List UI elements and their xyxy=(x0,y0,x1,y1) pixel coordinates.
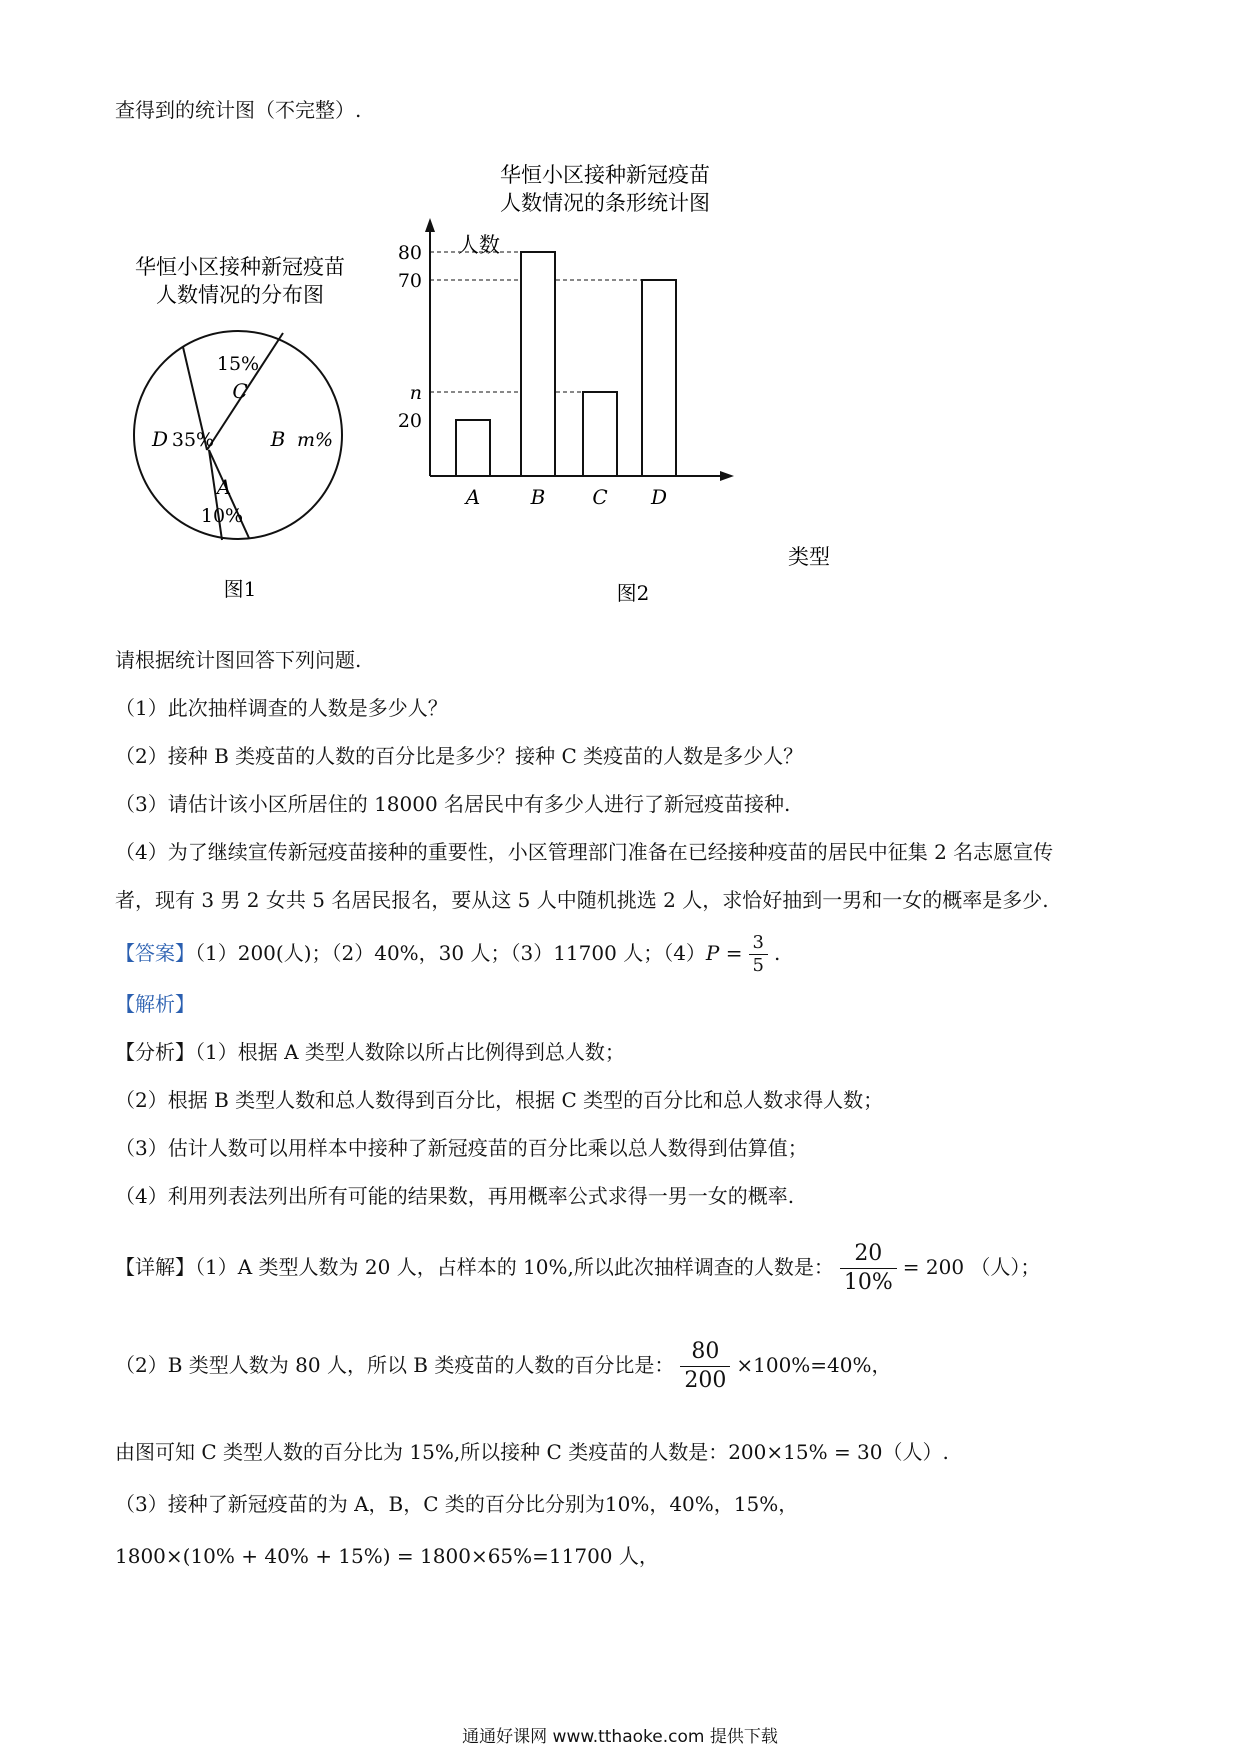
analysis-tag: 【解析】 xyxy=(115,992,195,1016)
detail-1 xyxy=(115,1240,1040,1297)
pie-figure xyxy=(110,250,370,610)
pie-label-b: B xyxy=(270,427,286,451)
question-4-line1: （4）为了继续宣传新冠疫苗接种的重要性，小区管理部门准备在已经接种疫苗的居民中征集 2 名志愿宣传 xyxy=(115,840,1054,864)
bar-category-c: C xyxy=(592,485,608,509)
answer-body: （1）200(人)；（2）40%，30 人；（3）11700 人；（4） xyxy=(195,941,706,965)
detail-2-denominator: 200 xyxy=(684,1368,727,1393)
fenxi-3: （3）估计人数可以用样本中接种了新冠疫苗的百分比乘以总人数得到估算值； xyxy=(115,1136,808,1160)
detail-5: 1800×(10% + 40% + 15%) = 1800×65%=11700 人， xyxy=(115,1544,659,1568)
detail-2 xyxy=(115,1338,892,1395)
pie-caption: 图1 xyxy=(223,577,257,601)
pie-label-d-value: 35% xyxy=(171,429,215,451)
bar-figure xyxy=(397,160,850,610)
bar-tick-70: 70 xyxy=(397,270,422,292)
fenxi-2: （2）根据 B 类型人数和总人数得到百分比，根据 C 类型的百分比和总人数求得人数； xyxy=(115,1088,884,1112)
detail-4: （3）接种了新冠疫苗的为 A，B，C 类的百分比分别为10%，40%，15%， xyxy=(115,1492,799,1516)
pie-label-c-value: 15% xyxy=(216,353,260,375)
answer-tag: 【答案】 xyxy=(115,941,195,965)
bar-x-axis-arrow xyxy=(720,471,734,481)
pie-chart-svg xyxy=(110,250,370,610)
fenxi-1: （1）根据 A 类型人数除以所占比例得到总人数； xyxy=(195,1040,625,1064)
pie-title-line1: 华恒小区接种新冠疫苗 xyxy=(135,255,345,279)
detail-1-result: = 200 （人）； xyxy=(902,1255,1041,1279)
question-3: （3）请估计该小区所居住的 18000 名居民中有多少人进行了新冠疫苗接种. xyxy=(115,792,791,816)
question-4-line2: 者，现有 3 男 2 女共 5 名居民报名，要从这 5 人中随机挑选 2 人，求恰好抽到一男和一女的概率是多少. xyxy=(115,888,1049,912)
detail-1-text: （1）A 类型人数为 20 人，占样本的 10%,所以此次抽样调查的人数是： xyxy=(195,1255,834,1279)
answer-numerator: 3 xyxy=(749,932,768,955)
pie-label-c: C xyxy=(232,379,248,403)
question-1: （1）此次抽样调查的人数是多少人？ xyxy=(115,696,448,720)
xiangjie-tag: 【详解】 xyxy=(115,1255,195,1279)
detail-2-numerator: 80 xyxy=(680,1338,730,1367)
bar-c xyxy=(583,392,617,476)
pie-label-b-value: m% xyxy=(296,429,334,451)
bar-ylabel: 人数 xyxy=(458,233,500,257)
bar-xlabel: 类型 xyxy=(788,545,830,569)
bar-b xyxy=(521,252,555,476)
bar-tick-80: 80 xyxy=(397,242,422,264)
bar-tick-20: 20 xyxy=(397,410,422,432)
detail-1-numerator: 20 xyxy=(840,1240,897,1269)
bar-category-a: A xyxy=(465,485,481,509)
pie-label-a-value: 10% xyxy=(200,505,244,527)
bar-title-line1: 华恒小区接种新冠疫苗 xyxy=(500,163,710,187)
fenxi-tag: 【分析】 xyxy=(115,1040,195,1064)
page-footer: 通通好课网 www.tthaoke.com 提供下载 xyxy=(462,1727,778,1747)
bar-tick-n: n xyxy=(409,382,422,404)
pie-label-d: D xyxy=(151,427,169,451)
answer-p: P = xyxy=(705,941,743,965)
detail-3: 由图可知 C 类型人数的百分比为 15%,所以接种 C 类疫苗的人数是：200×15% = 30（人）. xyxy=(115,1440,949,1464)
bar-chart-svg xyxy=(397,160,850,610)
fenxi-4: （4）利用列表法列出所有可能的结果数，再用概率公式求得一男一女的概率. xyxy=(115,1184,795,1208)
detail-2-result: ×100%=40%， xyxy=(736,1353,892,1377)
pie-title-line2: 人数情况的分布图 xyxy=(156,283,324,307)
bar-category-labels xyxy=(464,485,667,509)
prompt-text: 请根据统计图回答下列问题. xyxy=(115,648,362,672)
pie-label-a: A xyxy=(216,475,232,499)
bar-a xyxy=(456,420,490,476)
detail-1-fraction xyxy=(840,1240,897,1297)
detail-2-fraction xyxy=(680,1338,730,1395)
bar-d xyxy=(642,280,676,476)
bar-y-axis-arrow xyxy=(425,218,435,232)
answer-line xyxy=(115,932,780,977)
bar-category-d: D xyxy=(650,485,668,509)
bar-category-b: B xyxy=(530,485,546,509)
answer-denominator: 5 xyxy=(752,955,764,976)
answer-end: . xyxy=(773,941,781,965)
fenxi-line-1 xyxy=(115,1038,625,1066)
bar-tick-labels xyxy=(398,242,422,432)
detail-2-text: （2）B 类型人数为 80 人，所以 B 类疫苗的人数的百分比是： xyxy=(115,1353,675,1377)
intro-text: 查得到的统计图（不完整）. xyxy=(115,98,362,122)
answer-fraction xyxy=(749,932,768,977)
detail-1-denominator: 10% xyxy=(843,1270,893,1295)
bar-marks xyxy=(456,252,676,476)
question-2: （2）接种 B 类疫苗的人数的百分比是多少？接种 C 类疫苗的人数是多少人？ xyxy=(115,744,804,768)
bar-caption: 图2 xyxy=(616,581,650,605)
bar-title-line2: 人数情况的条形统计图 xyxy=(500,191,710,215)
